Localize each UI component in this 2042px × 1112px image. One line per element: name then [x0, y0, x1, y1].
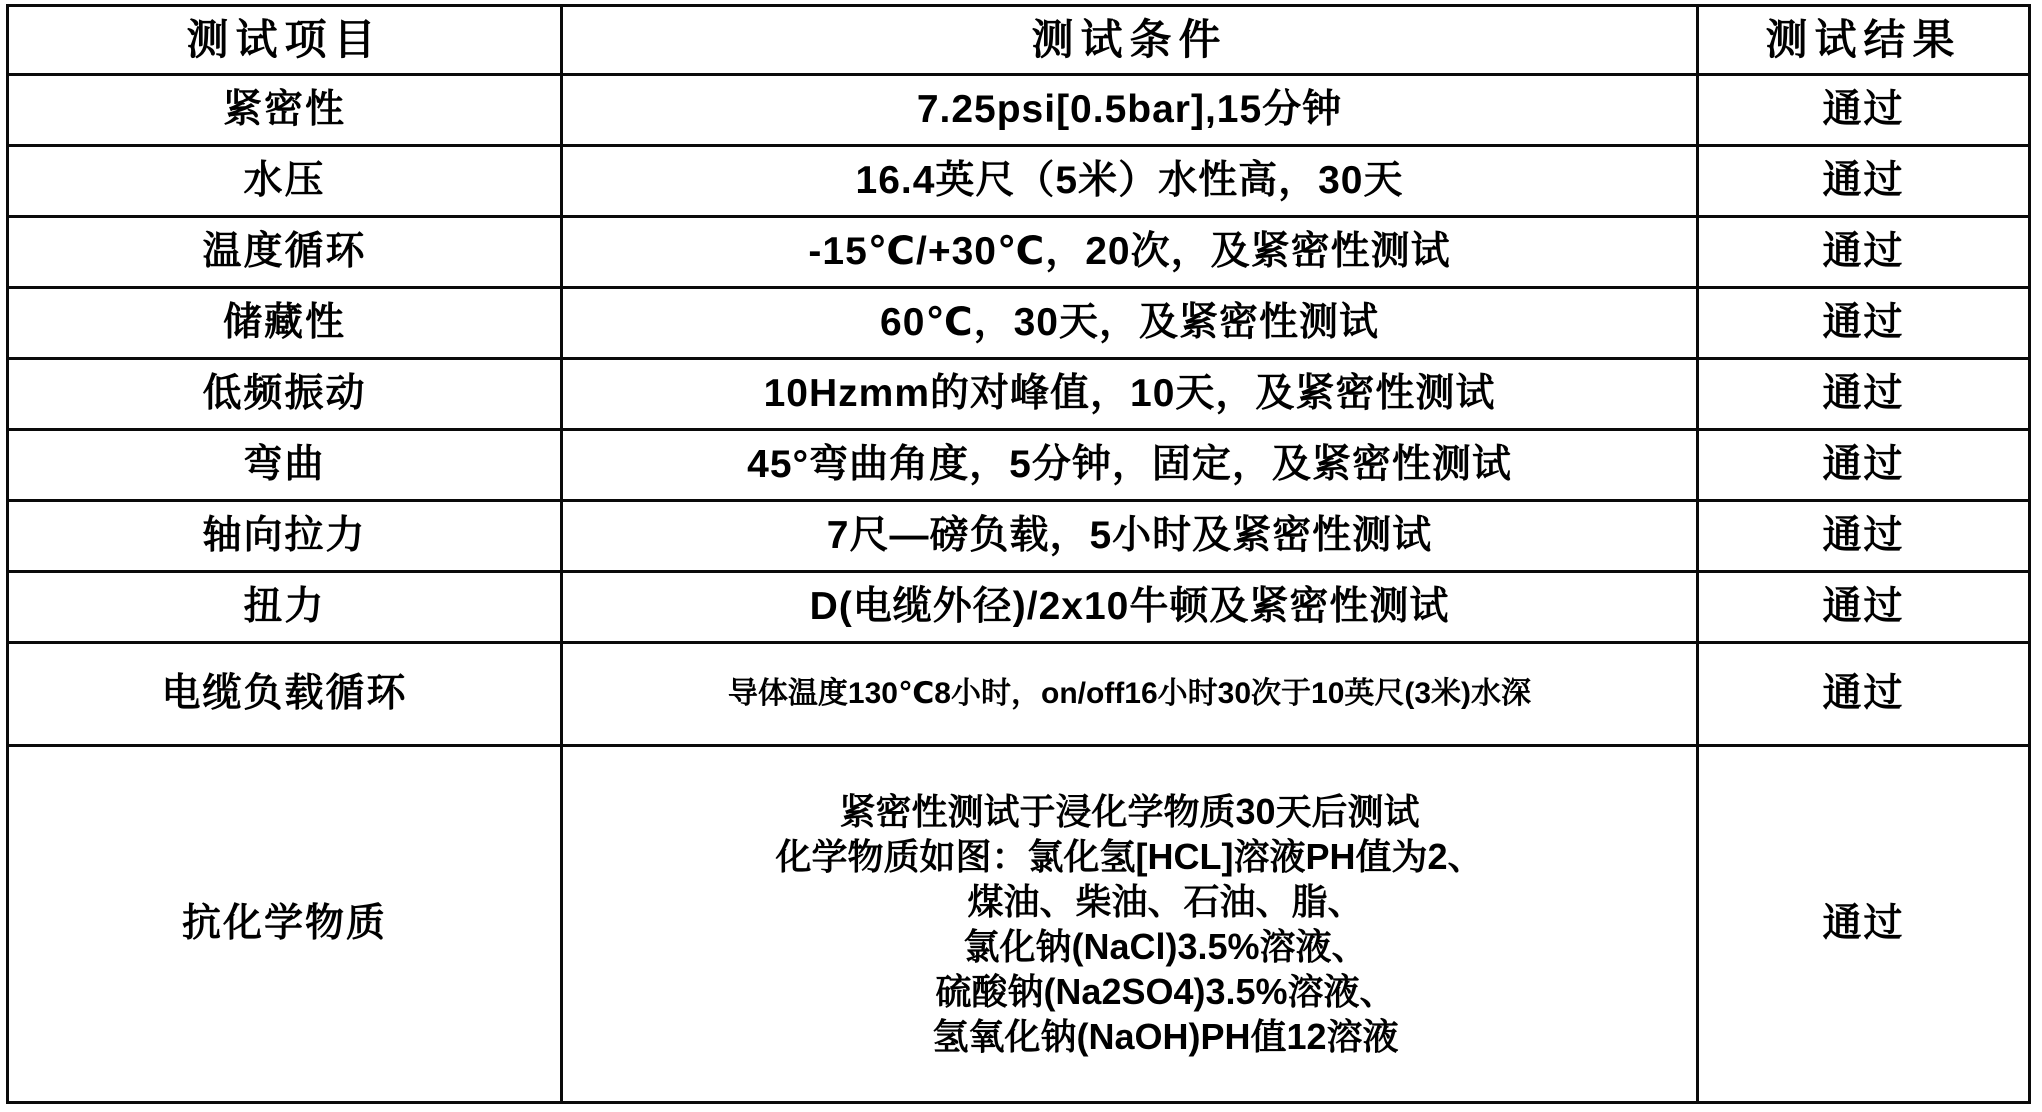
table-row — [8, 572, 2030, 643]
chem-line: 煤油、柴油、石油、脂、 — [967, 881, 1364, 922]
cell-test-condition: D(电缆外径)/2x10牛顿及紧密性测试 — [562, 572, 1698, 643]
cell-test-condition: 10Hzmm的对峰值，10天，及紧密性测试 — [562, 359, 1698, 430]
cell-test-item: 低频振动 — [8, 359, 562, 430]
table-row — [8, 146, 2030, 217]
header-test-result: 测试结果 — [1698, 6, 2030, 75]
cell-test-item: 储藏性 — [8, 288, 562, 359]
cell-test-item: 温度循环 — [8, 217, 562, 288]
cell-test-item: 电缆负载循环 — [8, 643, 562, 746]
cell-test-result: 通过 — [1698, 430, 2030, 501]
table-row — [8, 217, 2030, 288]
cell-test-result: 通过 — [1698, 217, 2030, 288]
chem-line: 氯化钠(NaCl)3.5%溶液、 — [963, 926, 1368, 967]
table-row — [8, 430, 2030, 501]
cell-test-result: 通过 — [1698, 359, 2030, 430]
table-row — [8, 75, 2030, 146]
cell-test-result: 通过 — [1698, 146, 2030, 217]
chem-line: 硫酸钠(Na2SO4)3.5%溶液、 — [935, 971, 1396, 1012]
header-test-item: 测试项目 — [8, 6, 562, 75]
table-row — [8, 501, 2030, 572]
table-row — [8, 288, 2030, 359]
cell-test-item: 轴向拉力 — [8, 501, 562, 572]
cell-test-condition: 45°弯曲角度，5分钟，固定，及紧密性测试 — [562, 430, 1698, 501]
cell-test-item: 紧密性 — [8, 75, 562, 146]
cell-test-item: 水压 — [8, 146, 562, 217]
table-row — [8, 643, 2030, 746]
header-test-condition: 测试条件 — [562, 6, 1698, 75]
test-specification-table — [6, 4, 2031, 1104]
table-row — [8, 359, 2030, 430]
cell-test-result: 通过 — [1698, 501, 2030, 572]
cell-test-condition: 60℃，30天，及紧密性测试 — [562, 288, 1698, 359]
cell-test-result: 通过 — [1698, 572, 2030, 643]
cell-test-result: 通过 — [1698, 288, 2030, 359]
chem-line: 化学物质如图：氯化氢[HCL]溶液PH值为2、 — [775, 836, 1484, 877]
cell-test-condition: -15℃/+30℃，20次，及紧密性测试 — [562, 217, 1698, 288]
cell-test-item: 弯曲 — [8, 430, 562, 501]
cell-test-condition — [562, 746, 1698, 1103]
chem-line: 氢氧化钠(NaOH)PH值12溶液 — [932, 1016, 1399, 1057]
table-row-chemical — [8, 746, 2030, 1103]
chem-line: 紧密性测试于浸化学物质30天后测试 — [839, 791, 1420, 832]
cell-test-result: 通过 — [1698, 746, 2030, 1103]
cell-test-condition: 16.4英尺（5米）水性高，30天 — [562, 146, 1698, 217]
cell-test-result: 通过 — [1698, 75, 2030, 146]
cell-test-condition: 导体温度130℃8小时，on/off16小时30次于10英尺(3米)水深 — [562, 643, 1698, 746]
cell-test-item: 扭力 — [8, 572, 562, 643]
cell-test-result: 通过 — [1698, 643, 2030, 746]
table-header-row — [8, 6, 2030, 75]
cell-test-condition: 7.25psi[0.5bar],15分钟 — [562, 75, 1698, 146]
cell-test-condition: 7尺—磅负载，5小时及紧密性测试 — [562, 501, 1698, 572]
cell-test-item: 抗化学物质 — [8, 746, 562, 1103]
